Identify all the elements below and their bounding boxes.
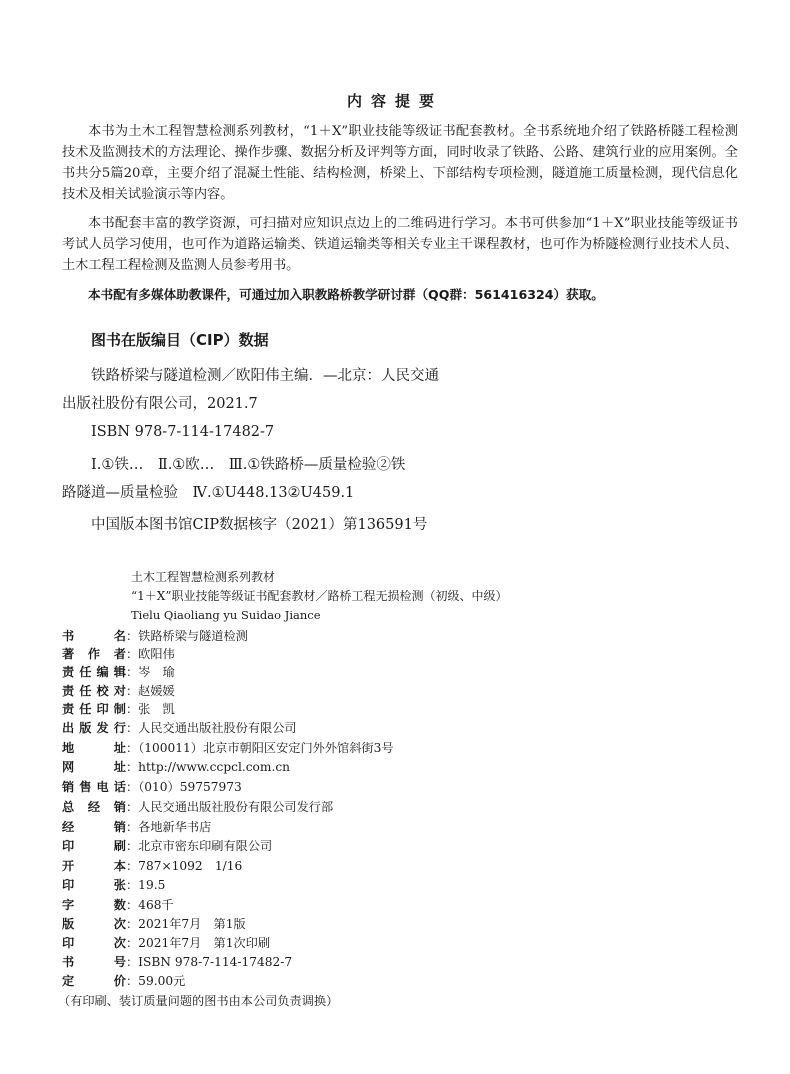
title-pinyin: Tielu Qiaoliang yu Suidao Jiance bbox=[131, 608, 321, 622]
colophon-label: 经 销 bbox=[62, 820, 126, 834]
summary-paragraph-2: 本书配套丰富的教学资源，可扫描对应知识点边上的二维码进行学习。本书可供参加“1＋X”职业技能等级证书考试人员学习使用，也可作为道路运输类、铁道运输类等相关专业主干课程教材，也可作为桥隧检测行业技术人员、土木工程工程检测及监测人员参考用书。 bbox=[62, 216, 738, 273]
colophon-value: ：19.5 bbox=[126, 878, 166, 892]
colophon-value: ：人民交通出版社股份有限公司发行部 bbox=[126, 800, 334, 814]
colophon-row-price bbox=[62, 972, 185, 990]
cip-title: 图书在版编目（CIP）数据 bbox=[91, 331, 269, 349]
colophon-label: 开 本 bbox=[62, 859, 126, 873]
colophon-label: 定 价 bbox=[62, 974, 126, 988]
colophon-value: ：2021年7月 第1次印刷 bbox=[126, 936, 271, 950]
colophon-value: ：张 凯 bbox=[126, 702, 175, 716]
colophon-label: 字 数 bbox=[62, 898, 126, 912]
summary-title: 内容提要 bbox=[346, 92, 443, 110]
colophon-row-printer bbox=[62, 837, 272, 855]
colophon-value: ：（010）59757973 bbox=[126, 780, 242, 794]
colophon-label: 责任印制 bbox=[62, 702, 126, 716]
summary-paragraph-1: 本书为土木工程智慧检测系列教材，“1＋X”职业技能等级证书配套教材。全书系统地介绍了铁路桥隧工程检测技术及监测技术的方法理论、操作步骤、数据分析及评判等方面，同时收录了铁路、公路、建筑行业的应用案例。全书共分5篇20章，主要介绍了混凝土性能、结构检测，桥梁上、下部结构专项检测，隧道施工质量检测，现代信息化技术及相关试验演示等内容。 bbox=[62, 124, 738, 202]
colophon-label: 印 次 bbox=[62, 936, 126, 950]
colophon-row-website bbox=[62, 758, 290, 776]
colophon-row-title bbox=[62, 627, 248, 645]
colophon-label: 印 张 bbox=[62, 878, 126, 892]
colophon-label: 书 号 bbox=[62, 955, 126, 969]
colophon-label: 出版发行 bbox=[62, 721, 126, 735]
colophon-row-sales-phone bbox=[62, 778, 242, 796]
colophon-row-proofreader bbox=[62, 682, 175, 700]
cip-record-number: 中国版本图书馆CIP数据核字（2021）第136591号 bbox=[91, 517, 428, 533]
colophon-label: 网 址 bbox=[62, 760, 126, 774]
colophon-label: 地 址 bbox=[62, 741, 126, 755]
colophon-value: ：2021年7月 第1版 bbox=[126, 917, 246, 931]
cip-line-1: 铁路桥梁与隧道检测／欧阳伟主编．—北京：人民交通 bbox=[91, 368, 439, 384]
colophon-label: 著作者 bbox=[62, 647, 126, 661]
colophon-label: 责任编辑 bbox=[62, 665, 126, 679]
colophon-row-isbn bbox=[62, 953, 292, 971]
colophon-label: 总经销 bbox=[62, 800, 126, 814]
colophon-row-distributor bbox=[62, 798, 333, 816]
colophon-label: 书 名 bbox=[62, 629, 126, 643]
colophon-value: ：59.00元 bbox=[126, 974, 186, 988]
colophon-row-author bbox=[62, 645, 175, 663]
colophon-row-sheets bbox=[62, 876, 165, 894]
colophon-value: ：各地新华书店 bbox=[126, 820, 212, 834]
colophon-value: ：（100011）北京市朝阳区安定门外外馆斜街3号 bbox=[126, 741, 394, 755]
colophon-value: ：http://www.ccpcl.com.cn bbox=[126, 760, 290, 774]
colophon-label: 版 次 bbox=[62, 917, 126, 931]
series-name: 土木工程智慧检测系列教材 bbox=[131, 570, 276, 584]
colophon-value: ：468千 bbox=[126, 898, 174, 912]
cip-line-2: 出版社股份有限公司，2021.7 bbox=[62, 396, 258, 412]
multimedia-note: 本书配有多媒体助教课件，可通过加入职教路桥教学研讨群（QQ群：561416324）获取。 bbox=[88, 287, 604, 302]
colophon-label: 责任校对 bbox=[62, 684, 126, 698]
colophon-value: ：铁路桥梁与隧道检测 bbox=[126, 629, 248, 643]
colophon-row-editor bbox=[62, 663, 175, 681]
colophon-row-word-count bbox=[62, 896, 174, 914]
colophon-label: 销售电话 bbox=[62, 780, 126, 794]
colophon-row-format bbox=[62, 857, 242, 875]
colophon-value: ：北京市密东印刷有限公司 bbox=[126, 839, 273, 853]
colophon-row-print-manager bbox=[62, 700, 175, 718]
colophon-row-edition bbox=[62, 915, 246, 933]
cip-isbn: ISBN 978-7-114-17482-7 bbox=[91, 424, 275, 440]
colophon-row-retailer bbox=[62, 818, 211, 836]
colophon-row-printing bbox=[62, 934, 270, 952]
colophon-value: ：人民交通出版社股份有限公司 bbox=[126, 721, 297, 735]
colophon-row-publisher bbox=[62, 719, 297, 737]
colophon-row-address bbox=[62, 739, 394, 757]
colophon-value: ：岑 瑜 bbox=[126, 665, 175, 679]
colophon-value: ：欧阳伟 bbox=[126, 647, 175, 661]
cip-line-5: 路隧道—质量检验 Ⅳ.①U448.13②U459.1 bbox=[62, 485, 355, 501]
colophon-value: ：赵媛媛 bbox=[126, 684, 175, 698]
colophon-label: 印 刷 bbox=[62, 839, 126, 853]
quality-return-note: （有印刷、装订质量问题的图书由本公司负责调换） bbox=[58, 994, 339, 1008]
series-certificate: “1＋X”职业技能等级证书配套教材／路桥工程无损检测（初级、中级） bbox=[131, 589, 508, 603]
colophon-value: ：787×1092 1/16 bbox=[126, 859, 243, 873]
cip-line-4: Ⅰ.①铁… Ⅱ.①欧… Ⅲ.①铁路桥—质量检验②铁 bbox=[91, 457, 406, 473]
colophon-value: ：ISBN 978-7-114-17482-7 bbox=[126, 955, 293, 969]
